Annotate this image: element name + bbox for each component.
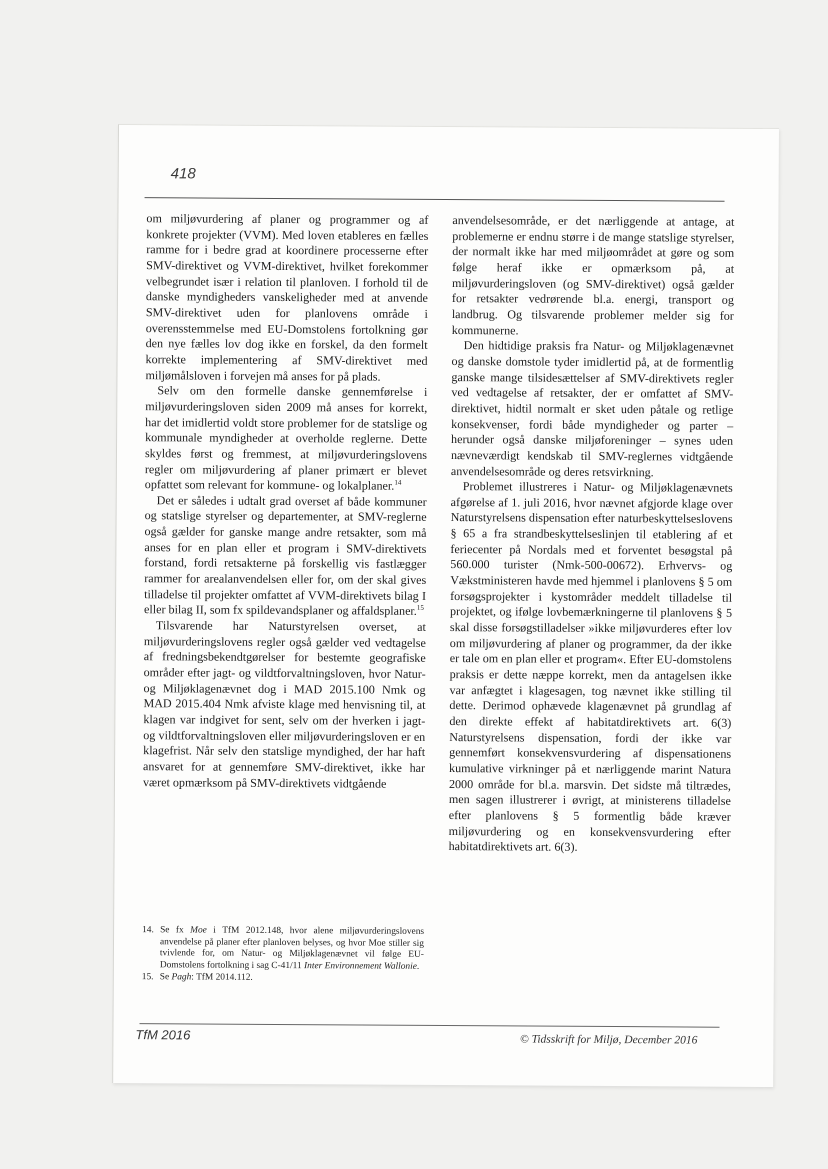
footnote-ref-15[interactable]: 15 <box>416 604 424 613</box>
footnote-text-part: : TfM 2014.112. <box>191 972 253 984</box>
left-paragraph-3 <box>144 493 427 620</box>
right-paragraph-1: anvendelsesområde, er det nærliggende at antage, at problemerne er endnu større i de mange statslige styrelser, der normalt ikke har med miljøområdet at gøre og som følge heraf ikke er opmærksom på, at miljøvurderingsloven (og SMV-direktivet) også gælder for retsakter vedrørende bl.a. energi, transport og landbrug. Og tilsvarende problemer melder sig for kommunerne. <box>451 213 735 338</box>
left-column <box>143 211 429 792</box>
left-paragraph-1: om miljøvurdering af planer og programmer og af konkrete projekter (VVM). Med loven etableres en fælles ramme for i bedre grad at koordinere processerne efter SMV-direktivet og VVM-direktivet, hvilket forekommer velbegrundet især i relation til planloven. I forhold til de danske myndigheders vanskeligheder med at anvende SMV-direktivet uden for planlovens område i overensstemmelse med EU-Domstolens fortolkning gør den nye fælles lov dog ikke en forskel, da den formelt korrekte implementering af SMV-direktivet med miljømålsloven i forvejen må anses for på plads. <box>145 211 429 384</box>
footnote-ref-14[interactable]: 14 <box>394 478 402 487</box>
footnote-14 <box>142 925 424 973</box>
footnote-case-name: Inter Environnement Wallonie <box>304 960 417 972</box>
footnote-text <box>160 973 424 986</box>
page-number: 418 <box>170 165 196 183</box>
right-paragraph-3: Problemet illustreres i Natur- og Miljøklagenævnets afgørelse af 1. juli 2016, hvor nævnet afgjorde klage over Naturstyrelsens dispensation efter naturbeskyttelseslovens § 65 a fra strandbeskyttelseslinjen til etablering af et feriecenter på Nordals med et forventet besøgstal på 560.000 turister (Nmk-500-00672). Erhvervs- og Vækstministeren havde med hjemmel i planlovens § 5 om forsøgsprojekter i kystområder meddelt tilladelse til projektet, og ifølge lovbemærkningerne til planlovens § 5 skal disse forsøgstilladelser »ikke miljøvurderes efter lov om miljøvurdering af planer og programmer, da der ikke er tale om en plan eller et program«. Efter EU-domstolens praksis er dette næppe korrekt, men da antagelsen ikke var anfægtet i klagesagen, tog nævnet ikke stilling til dette. Derimod ophævede klagenævnet på grundlag af den direkte effekt af habitatdirektivets art. 6(3) Naturstyrelsens dispensation, fordi der ikke var gennemført konsekvensvurdering af dispensationens kumulative virkninger på et nærliggende marint Natura 2000 område for bl.a. marsvin. Det sidste må tiltrædes, men sagen illustrerer i øvrigt, at ministerens tilladelse efter planlovens § 5 formentlig både kræver miljøvurdering og en konsekvensvurdering efter habitatdirektivets art. 6(3). <box>448 479 733 855</box>
journal-page <box>112 124 779 1087</box>
left-paragraph-2-text: Selv om den formelle danske gennemførelse i miljøvurderingsloven siden 2009 må anses for korrekt, har det imidlertid voldt store problemer for de statslige og kommunale myndigheder at overholde reglerne. Dette skyldes først og fremmest, at miljøvurderingslovens regler om miljøvurdering af planer primært er blevet opfattet som relevant for kommune- og lokalplaner. <box>144 383 428 493</box>
left-paragraph-3-text: Det er således i udtalt grad overset af både kommuner og statslige styrelser og departementer, at SMV-reglerne også gælder for ganske mange andre retsakter, som må anses for en plan eller et program i SMV-direktivets forstand, fordi retsakterne på forskellig vis fastlægger rammer for arealanvendelsen eller for, om der skal gives tilladelse til projekter omfattet af VVM-direktivets bilag I eller bilag II, som fx spildevandsplaner og affaldsplaner. <box>143 493 427 619</box>
footnote-text-part: i TfM 2012.148, hvor alene miljøvurderingslovens anvendelse på planer efter planloven belyses, og hvor Moe stiller sig tvivlende for, om Natur- og Miljøklagenævnet vil følge EU-Domstolens fortolkning i sag C-41/11 <box>159 925 425 971</box>
footnote-number: 14. <box>142 925 154 936</box>
footnote-text-part: . <box>416 961 420 972</box>
right-column <box>449 213 735 857</box>
left-paragraph-4: Tilsvarende har Naturstyrelsen overset, at miljøvurderingslovens regler også gælder ved vedtagelse af fredningsbekendtgørelser for bestemte geografiske områder efter jagt- og vildtforvaltningsloven, hvor Natur- og Miljøklagenævnet dog i MAD 2015.100 Nmk og MAD 2015.404 Nmk afviste klage med henvisning til, at klagen var indgivet for sent, selv om der hverken i jagt- og vildtforvaltningsloven eller miljøvurderingsloven er en klagefrist. Når selv den statslige myndighed, der har haft ansvaret for at gennemføre SMV-direktivet, ikke har været opmærksom på SMV-direktivets vidtgående <box>142 618 426 791</box>
footnote-number: 15. <box>141 972 154 983</box>
footnote-text <box>160 925 424 973</box>
footnote-text-part: Se fx <box>160 925 191 936</box>
footnote-15 <box>142 973 424 986</box>
header-rule <box>145 197 725 202</box>
left-paragraph-2 <box>145 383 428 494</box>
footnote-text-part: Se <box>159 972 172 983</box>
footer-copyright: © Tidsskrift for Miljø, December 2016 <box>519 1033 698 1047</box>
footer-journal-year: TfM 2016 <box>135 1027 191 1043</box>
footnote-author: Moe <box>190 925 207 936</box>
footer-rule <box>140 1023 720 1028</box>
footnote-author: Pagh <box>171 972 192 983</box>
right-paragraph-2: Den hidtidige praksis fra Natur- og Miljøklagenævnet og danske domstole tyder imidlertid på, at de formentlig ganske mange tilsidesættelser af SMV-direktivets regler ved vedtagelse af retsakter, der er omfattet af SMV-direktivet, hidtil normalt er sket uden påtale og retlige konsekvenser, fordi både myndigheder og parter – herunder også danske miljøforeninger – synes uden nævneværdigt kendskab til SMV-reglernes vidtgående anvendelsesområde og deres retsvirkning. <box>450 338 734 479</box>
footnotes <box>142 925 424 987</box>
